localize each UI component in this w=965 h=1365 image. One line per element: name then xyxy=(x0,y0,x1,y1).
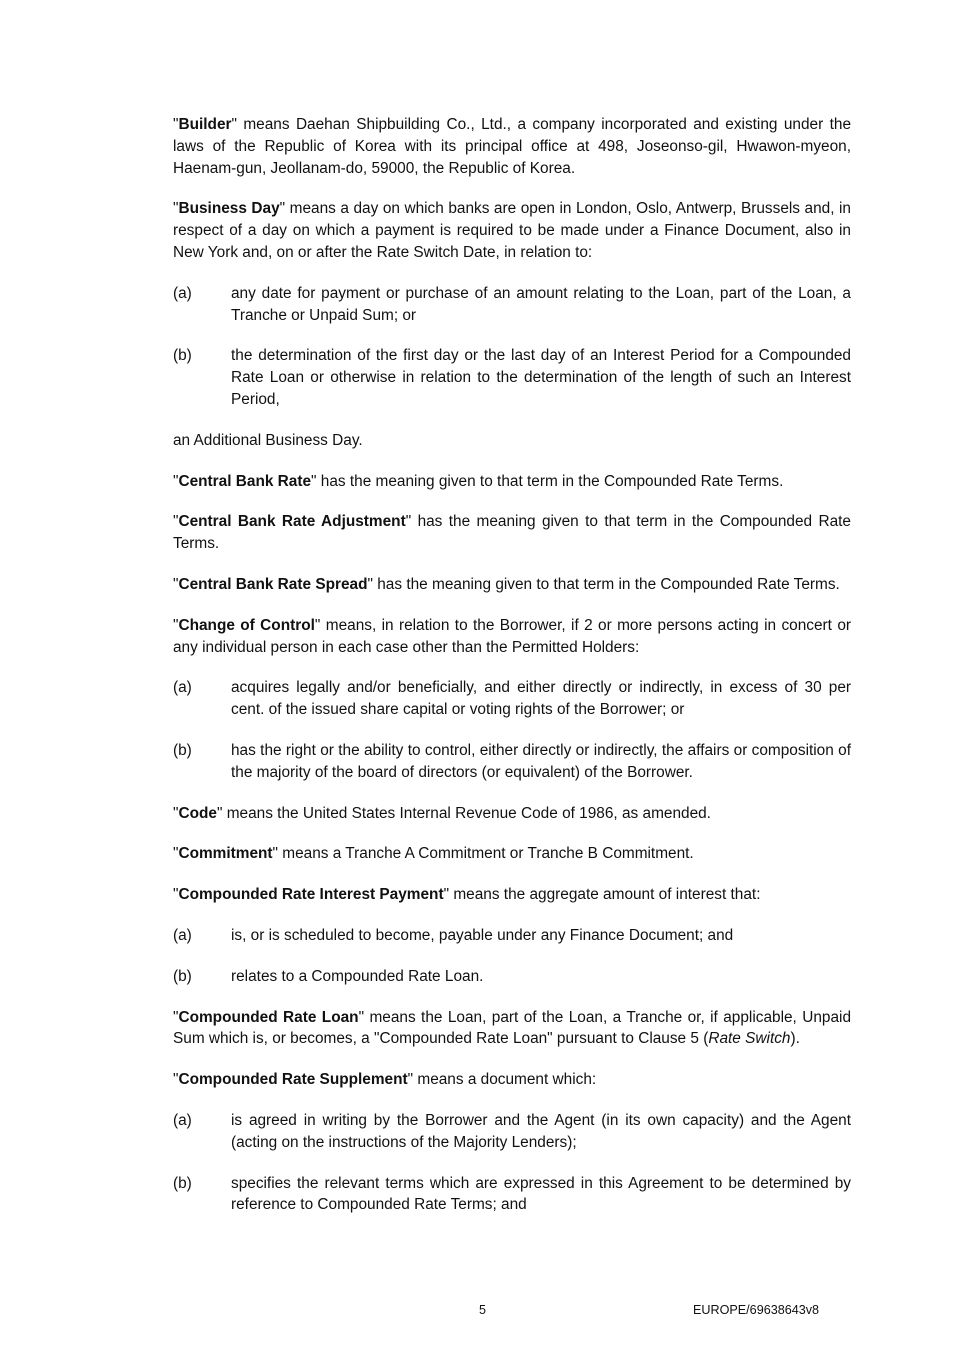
definition-central-bank-rate-spread: "Central Bank Rate Spread" has the meaning given to that term in the Compounded Rate Terms. xyxy=(173,575,840,593)
term: Central Bank Rate Spread xyxy=(178,575,368,593)
definition-central-bank-rate: "Central Bank Rate" has the meaning given to that term in the Compounded Rate Terms. xyxy=(173,472,784,490)
definition-builder: "Builder" means Daehan Shipbuilding Co., Ltd., a company incorporated and existing under the laws of the Republic of Korea with its principal office at 498, Joseonso-gil, Hwawon-myeon, Haenam-gun, Jeollanam-do, 59000, the Republic of Korea. xyxy=(173,116,851,177)
definition-compounded-rate-supplement: "Compounded Rate Supplement" means a document which: xyxy=(173,1071,597,1089)
definition-change-of-control: "Change of Control" means, in relation to the Borrower, if 2 or more persons acting in concert or any individual person in each case other than the Permitted Holders: xyxy=(173,616,851,656)
list-item: (a) is agreed in writing by the Borrower and the Agent (in its own capacity) and the Agent (acting on the instructions of the Majority Lenders); xyxy=(173,1111,851,1151)
term: Central Bank Rate Adjustment xyxy=(178,513,406,531)
list-item: (a) any date for payment or purchase of an amount relating to the Loan, part of the Loan, a Tranche or Unpaid Sum; or xyxy=(173,284,851,324)
term: Commitment xyxy=(178,845,273,863)
list-item: (a) is, or is scheduled to become, payable under any Finance Document; and xyxy=(173,926,734,944)
definition-compounded-rate-loan: "Compounded Rate Loan" means the Loan, part of the Loan, a Tranche or, if applicable, Unpaid Sum which is, or becomes, a "Compounded Rate Loan" pursuant to Clause 5 (Rate Switch). xyxy=(173,1008,852,1048)
term: Business Day xyxy=(178,200,280,218)
list-item: (b) specifies the relevant terms which are expressed in this Agreement to be determined by reference to Compounded Rate Terms; and xyxy=(173,1174,851,1214)
document-body xyxy=(173,114,851,1235)
list-item: (b) relates to a Compounded Rate Loan. xyxy=(173,967,484,985)
list-item: (b) has the right or the ability to control, either directly or indirectly, the affairs or composition of the majority of the board of directors (or equivalent) of the Borrower. xyxy=(173,741,851,781)
term: Central Bank Rate xyxy=(178,472,312,490)
term: Change of Control xyxy=(178,616,315,634)
list-item: (b) the determination of the first day or the last day of an Interest Period for a Compounded Rate Loan or otherwise in relation to the determination of the length of such an Interest Period, xyxy=(173,347,851,408)
definition-business-day: "Business Day" means a day on which banks are open in London, Oslo, Antwerp, Brussels and, in respect of a day on which a payment is required to be made under a Finance Document, also in New York and, on or after the Rate Switch Date, in relation to: xyxy=(173,200,851,261)
definition-tail: an Additional Business Day. xyxy=(173,431,363,449)
list-item: (a) acquires legally and/or beneficially, and either directly or indirectly, in excess of 30 per cent. of the issued share capital or voting rights of the Borrower; or xyxy=(173,679,851,719)
term: Compounded Rate Interest Payment xyxy=(178,886,444,904)
definition-central-bank-rate-adjustment: "Central Bank Rate Adjustment" has the meaning given to that term in the Compounded Rate Terms. xyxy=(173,513,851,553)
term: Compounded Rate Loan xyxy=(178,1008,359,1026)
definition-compounded-rate-interest-payment: "Compounded Rate Interest Payment" means the aggregate amount of interest that: xyxy=(173,886,761,904)
definition-code: "Code" means the United States Internal Revenue Code of 1986, as amended. xyxy=(173,804,711,822)
term: Code xyxy=(178,804,217,822)
document-reference: EUROPE/69638643v8 xyxy=(693,1303,820,1317)
page-number: 5 xyxy=(479,1303,487,1317)
clause-reference: Rate Switch xyxy=(708,1030,791,1048)
term: Compounded Rate Supplement xyxy=(178,1071,408,1089)
term: Builder xyxy=(178,116,232,133)
definition-commitment: "Commitment" means a Tranche A Commitment or Tranche B Commitment. xyxy=(173,845,694,863)
